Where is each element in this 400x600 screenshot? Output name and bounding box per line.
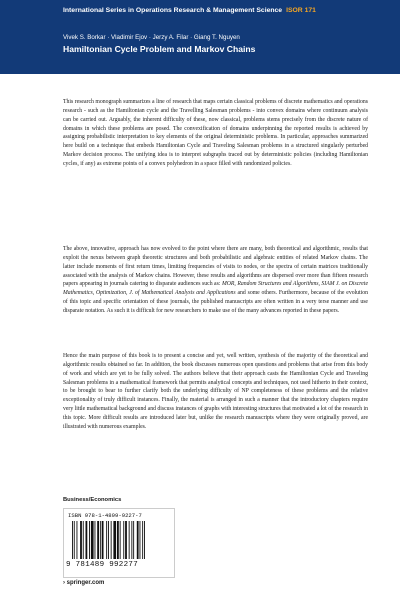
series-line [63,7,388,14]
authors: Vivek S. Borkar · Vladimir Ejov · Jerzy A. Filar · Giang T. Nguyen [63,34,240,41]
subject-category: Business/Economics [63,497,122,503]
paragraph-2-text-end: and some others. Furthermore, because of the evolution of this topic and specific orientation of these journals, the published manuscripts are often written in a very terse manner and use disparate notation. As such it is difficult for new researchers to make use of the many advances reported in these papers. [63,290,368,314]
paragraph-2-text-start: The above, innovative, approach has now evolved to the point where there are many, both theoretical and algorithmic, results that exploit the nexus between graph theoretic structures and both probabilistic and algebraic entities of related Markov chains. The latter include moments of first return times, limiting frequencies of visits to nodes, or the spectra of certain matrices traditionally associated with the analysis of Markov chains. However, these results and algorithms are dispersed over more than fifteen research papers appearing in journals catering to disparate audiences such as: [63,246,368,288]
barcode-number: 9 781489 992277 [66,561,139,569]
description-paragraph-2 [63,245,368,316]
journal-list: MOR, Random Structures and Algorithms, SIAM J. on Discrete Mathematics, Optimization, J. of Mathematical Analysis and Applications [63,281,368,297]
barcode-box [63,508,175,578]
book-title: Hamiltonian Cycle Problem and Markov Chains [63,44,256,54]
description-paragraph-1: This research monograph summarizes a line of research that maps certain classical problems of discrete mathematics and operations research - such as the Hamiltonian cycle and the Travelling Salesman problems - into convex domains where continuum analysis can be carried out. Arguably, the inherent difficulty of these, now classical, problems stems precisely from the discrete nature of domains in which these problems are posed. The convexification of domains underpinning the reported results is achieved by assigning probabilistic interpretation to key elements of the original deterministic problems. In particular, approaches summarized here build on a technique that embeds Hamiltonian Cycle and Traveling Salesman problems in a structured singularly perturbed Markov decision process. The unifying idea is to interpret subgraphs traced out by deterministic policies (including Hamiltonian cycles, if any) as extreme points of a convex polyhedron in a space filled with randomized policies. [63,99,368,167]
series-name: International Series in Operations Research & Management Science [63,7,283,14]
publisher-link[interactable]: › springer.com [63,580,105,586]
barcode-icon [72,521,166,559]
description-paragraph-3: Hence the main purpose of this book is to present a concise and yet, well written, synthesis of the majority of the theoretical and algorithmic results obtained so far. In addition, the book discusses numerous open questions and problems that arise from this body of work and which are yet to be fully solved. The authors believe that their approach casts the Hamiltonian Cycle and Traveling Salesman problems in a mathematical framework that permits analytical concepts and techniques, not used hitherto in their context, to be brought to bear to further clarify both the underlying difficulty of NP completeness of these problems and the relative exceptionality of truly difficult instances. Finally, the material is arranged in such a manner that the introductory chapters require very little mathematical background and discuss instances of graphs with interesting structures that motivated a lot of the research in this topic. More difficult results are introduced later but, unlike the research manuscripts where they were originally proved, are illustrated with numerous examples. [63,353,368,430]
series-number: ISOR 171 [286,7,316,14]
header-band [0,0,400,74]
isbn-label: ISBN 978-1-4899-9227-7 [68,512,142,519]
